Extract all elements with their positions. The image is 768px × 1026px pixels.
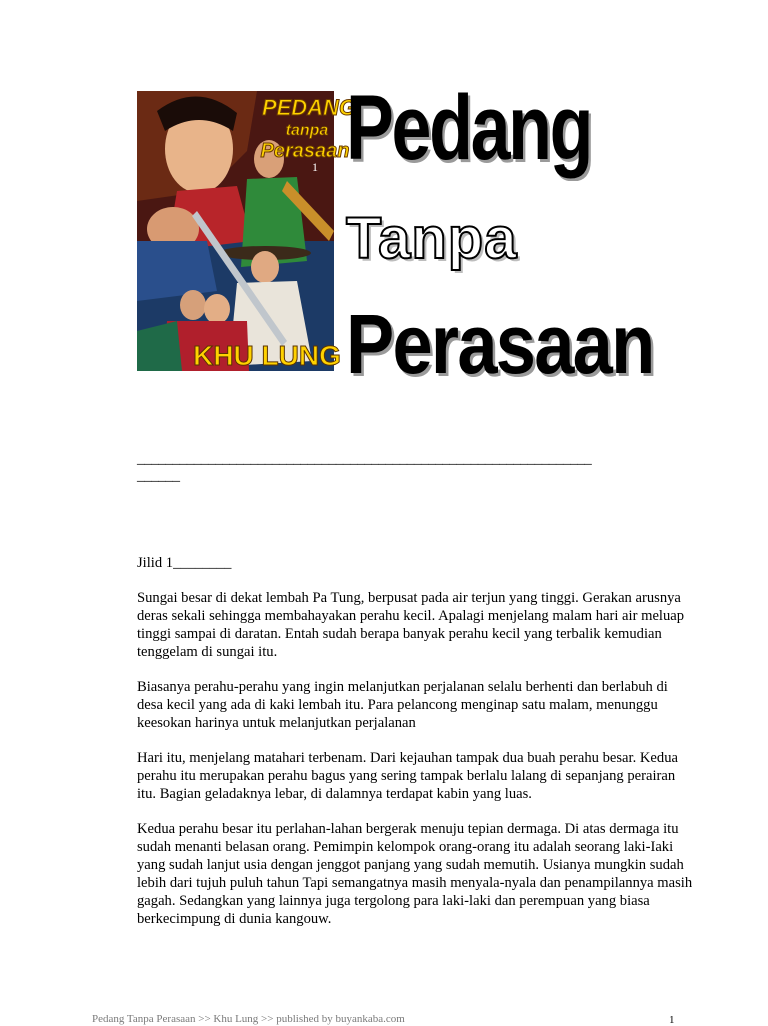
page-number: 1: [669, 1014, 675, 1026]
body-text: [137, 554, 697, 945]
cover-volume-number: 1: [312, 160, 318, 174]
chapter-underline: ________: [173, 555, 232, 571]
cover-author: KHU LUNG: [193, 340, 341, 371]
cover-title-word-1: PEDANG: [261, 95, 357, 120]
paragraph-3: Hari itu, menjelang matahari terbenam. Dari kejauhan tampak dua buah perahu besar. Kedua perahu itu merupakan perahu bagus yang sering tampak berlalu lalang di sepanjang perairan itu. Bagian geladaknya lebar, di dalamnya terdapat kabin yang luas.: [137, 750, 678, 802]
chapter-title: Jilid 1: [137, 555, 174, 571]
title-word-perasaan: Perasaan: [346, 297, 654, 391]
page-footer: Pedang Tanpa Perasaan >> Khu Lung >> published by buyankaba.com: [92, 1013, 405, 1025]
separator-line-continuation: ______: [137, 468, 180, 484]
paragraph-1: Sungai besar di dekat lembah Pa Tung, berpusat pada air terjun yang tinggi. Gerakan arusnya deras sekali sehingga membahayakan perahu kecil. Apalagi menjelang malam hari air meluap tinggi sampai di daratan. Entah sudah berapa banyak perahu kecil yang terbalik kemudian tenggelam di sungai itu.: [137, 590, 685, 660]
title-word-pedang: Pedang: [346, 77, 592, 179]
cover-title-word-2: tanpa: [285, 122, 329, 139]
paragraph-4: Kedua perahu besar itu perlahan-lahan bergerak menuju tepian dermaga. Di atas dermaga itu sudah menanti belasan orang. Pemimpin kelompok orang-orang itu adalah seorang laki-Iaki yang sudah lanjut usia dengan jenggot panjang yang sudah memutih. Usianya mungkin sudah lebih dari tujuh puluh tahun Tapi semangatnya masih menyala-nyala dan penampilannya masih gagah. Sedangkan yang lainnya juga tergolong para laki-laki dan perempuan yang biasa berkecimpung di dunia kangouw.: [137, 821, 693, 927]
cover-illustration: [137, 91, 357, 371]
separator-line: ________________________________________________________________: [137, 451, 592, 467]
paragraph-2: Biasanya perahu-perahu yang ingin melanjutkan perjalanan selalu berhenti dan berlabuh di desa kecil yang ada di kaki lembah itu. Para pelancong menginap satu malam, menunggu keesokan harinya untuk melanjutkan perjalanan: [137, 679, 668, 731]
title-word-tanpa: Tanpa: [346, 206, 518, 271]
chapter-heading: [137, 554, 697, 572]
cover-title-word-3: Perasaan: [260, 140, 350, 162]
book-cover-image: [137, 91, 357, 371]
